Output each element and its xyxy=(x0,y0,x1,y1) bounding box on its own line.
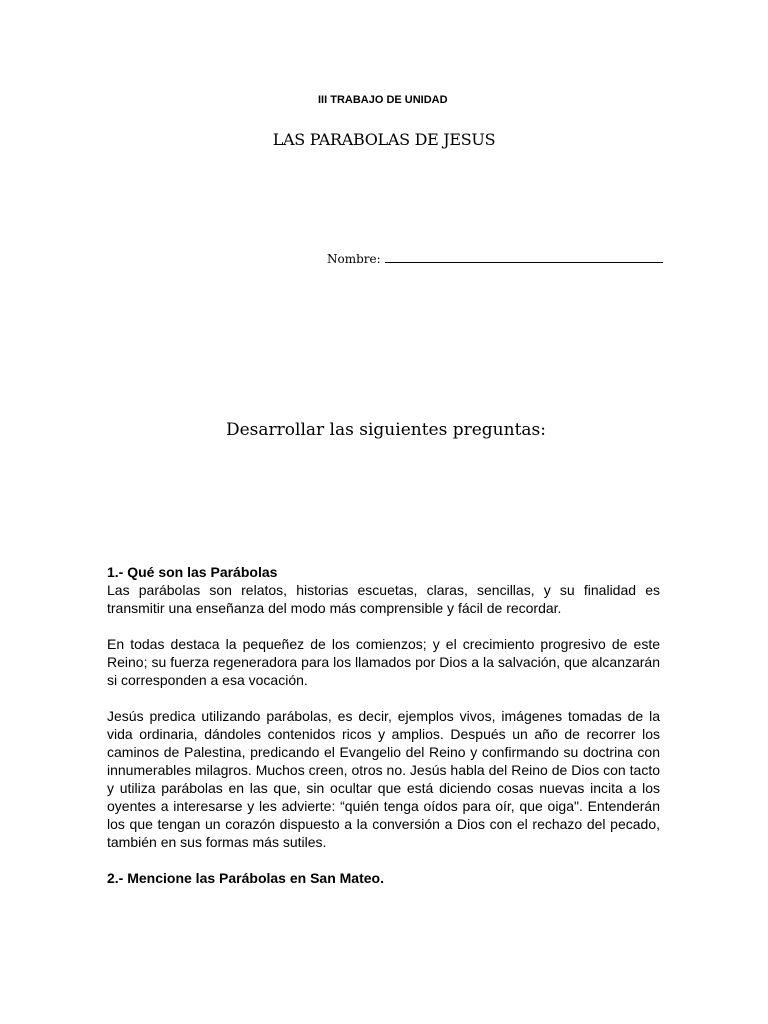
question-1-paragraph-1: Las parábolas son relatos, historias escuetas, claras, sencillas, y su finalidad es transmitir una enseñanza del modo más comprensible y fácil de recordar. xyxy=(107,582,660,616)
name-field-row xyxy=(327,248,663,266)
question-2-heading: 2.- Mencione las Parábolas en San Mateo. xyxy=(107,870,384,886)
name-blank-line xyxy=(385,248,663,263)
document-title: LAS PARABOLAS DE JESUS xyxy=(272,130,496,149)
unit-title: III TRABAJO DE UNIDAD xyxy=(318,94,448,106)
document-body xyxy=(107,563,660,887)
question-1-heading: 1.- Qué son las Parábolas xyxy=(107,564,278,580)
instructions-heading: Desarrollar las siguientes preguntas: xyxy=(225,420,546,440)
name-label: Nombre: xyxy=(327,252,381,266)
question-1-paragraph-2: En todas destaca la pequeñez de los comienzos; y el crecimiento progresivo de este Reino; su fuerza regeneradora para los llamados por Dios a la salvación, que alcanzarán si corresponden a esa vocación. xyxy=(107,636,660,688)
question-1-paragraph-3: Jesús predica utilizando parábolas, es decir, ejemplos vivos, imágenes tomadas de la vida ordinaria, dándoles contenidos ricos y amplios. Después un año de recorrer los caminos de Palestina, predicando el Evangelio del Reino y confirmando su doctrina con innumerables milagros. Muchos creen, otros no. Jesús habla del Reino de Dios con tacto y utiliza parábolas en las que, sin ocultar que está diciendo cosas nuevas incita a los oyentes a interesarse y les advierte: “quién tenga oídos para oír, que oiga". Entenderán los que tengan un corazón dispuesto a la conversión a Dios con el rechazo del pecado, también en sus formas más sutiles. xyxy=(107,708,660,850)
